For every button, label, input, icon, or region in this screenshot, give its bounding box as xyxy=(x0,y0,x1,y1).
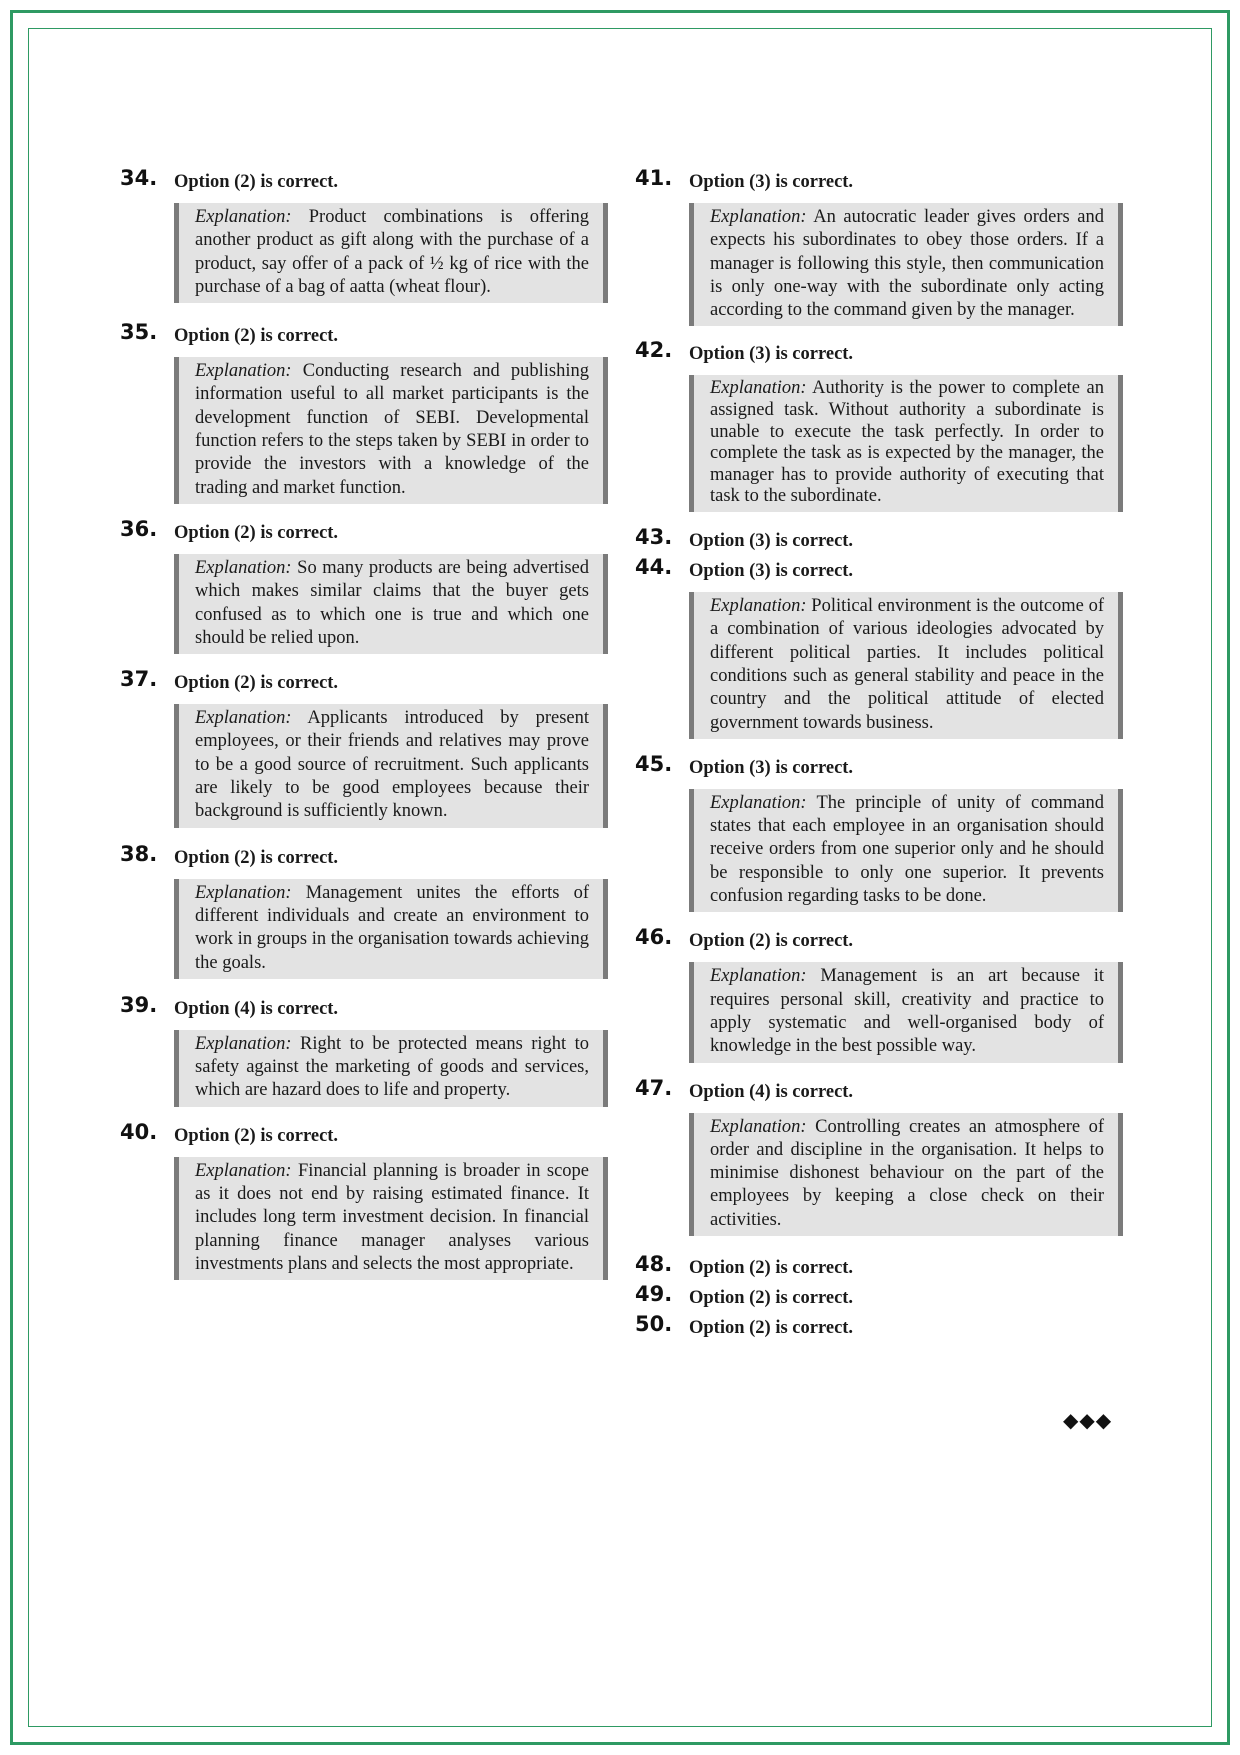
explanation-text: So many products are being advertised which makes similar claims that the buyer gets confused as to which one is true and which one should be relied upon. xyxy=(195,557,590,648)
question-48 xyxy=(635,1251,1123,1280)
explanation-box xyxy=(174,203,608,303)
explanation-box xyxy=(689,962,1123,1062)
explanation-box xyxy=(689,375,1123,512)
explanation-label: Explanation: xyxy=(195,1033,292,1054)
question-number: 36. xyxy=(120,516,158,541)
explanation-box xyxy=(689,203,1123,326)
question-44 xyxy=(635,555,1123,739)
explanation-box xyxy=(689,1113,1123,1236)
explanation-text: Controlling creates an atmosphere of order and discipline in the organisation. It helps to minimise dishonest behaviour on the part of the employees by keeping a close check on their activities. xyxy=(710,1116,1104,1230)
explanation-text: The principle of unity of command states that each employee in an organisation should receive orders from one superior only and he should be responsible to only one superior. It prevents confusion regarding tasks to be done. xyxy=(710,792,1104,907)
explanation-text: Right to be protected means right to safety against the marketing of goods and services, which are hazard does to life and property. xyxy=(195,1033,590,1101)
answer-text: Option (2) is correct. xyxy=(689,931,854,952)
question-number: 42. xyxy=(635,338,673,363)
question-number: 43. xyxy=(635,525,673,550)
question-number: 50. xyxy=(635,1311,673,1336)
answer-text: Option (4) is correct. xyxy=(689,1081,854,1102)
question-number: 44. xyxy=(635,555,673,580)
answer-text: Option (4) is correct. xyxy=(174,998,339,1019)
question-number: 41. xyxy=(635,166,673,190)
question-number: 34. xyxy=(120,166,158,190)
question-49 xyxy=(635,1281,1123,1310)
explanation-label: Explanation: xyxy=(710,596,807,617)
explanation-label: Explanation: xyxy=(195,207,292,227)
question-47 xyxy=(635,1075,1123,1236)
explanation-label: Explanation: xyxy=(195,361,292,382)
explanation-box xyxy=(689,592,1123,739)
answer-text: Option (2) is correct. xyxy=(689,1287,854,1308)
answer-text: Option (2) is correct. xyxy=(689,1317,854,1338)
end-diamonds-icon: ◆◆◆ xyxy=(1063,1408,1113,1432)
explanation-label: Explanation: xyxy=(710,207,807,227)
explanation-box xyxy=(174,1030,608,1107)
question-50 xyxy=(635,1311,1123,1340)
explanation-label: Explanation: xyxy=(710,1116,807,1137)
question-number: 35. xyxy=(120,320,158,345)
explanation-label: Explanation: xyxy=(195,708,292,729)
question-number: 48. xyxy=(635,1251,673,1276)
explanation-text: Management is an art because it requires personal skill, creativity and practice to apply systematic and well-organised body of knowledge in the best possible way. xyxy=(710,966,1104,1057)
answer-text: Option (3) is correct. xyxy=(689,531,854,552)
question-43 xyxy=(635,525,1123,553)
question-number: 45. xyxy=(635,751,673,776)
explanation-box xyxy=(689,789,1123,912)
question-45 xyxy=(635,751,1123,912)
question-35 xyxy=(120,320,608,504)
explanation-text: Product combinations is offering another product as gift along with the purchase of a product, say offer of a pack of ½ kg of rice with the purchase of a bag of aatta (wheat flour). xyxy=(195,207,590,297)
explanation-label: Explanation: xyxy=(710,966,807,987)
explanation-box xyxy=(174,879,608,979)
explanation-text: Conducting research and publishing information useful to all market participants is the development function of SEBI. Developmental function refers to the steps taken by SEBI in order to provide the investors with a knowledge of the trading and market function. xyxy=(195,361,589,498)
explanation-box xyxy=(174,554,608,654)
question-number: 49. xyxy=(635,1281,673,1306)
explanation-box xyxy=(174,1157,608,1280)
explanation-label: Explanation: xyxy=(710,792,807,813)
answer-text: Option (3) is correct. xyxy=(689,344,854,365)
question-number: 46. xyxy=(635,925,673,950)
explanation-text: Political environment is the outcome of a combination of various ideologies advocated by different political parties. It includes political conditions such as general stability and peace in the country and the political attitude of elected government towards business. xyxy=(710,596,1105,733)
question-number: 40. xyxy=(120,1119,158,1144)
explanation-box xyxy=(174,357,608,504)
answer-text: Option (2) is correct. xyxy=(174,522,339,543)
question-36 xyxy=(120,516,608,654)
question-38 xyxy=(120,841,608,979)
answer-text: Option (2) is correct. xyxy=(174,1125,339,1146)
question-34 xyxy=(120,166,608,303)
question-40 xyxy=(120,1119,608,1280)
right-column xyxy=(635,166,1123,1340)
question-39 xyxy=(120,992,608,1107)
explanation-text: Management unites the efforts of different individuals and create an environment to work in groups in the organisation towards achieving the goals. xyxy=(195,882,589,973)
question-46 xyxy=(635,925,1123,1062)
left-column xyxy=(120,166,608,1280)
explanation-label: Explanation: xyxy=(195,557,292,578)
answer-text: Option (3) is correct. xyxy=(689,757,854,778)
explanation-text: Authority is the power to complete an assigned task. Without authority a subordinate is unable to execute the task perfectly. In order to complete the task as is expected by the manager, the manager has to provide authority of executing that task to the subordinate. xyxy=(710,378,1104,507)
explanation-label: Explanation: xyxy=(195,1160,292,1181)
question-number: 47. xyxy=(635,1075,673,1100)
question-number: 37. xyxy=(120,667,158,692)
answer-text: Option (2) is correct. xyxy=(689,1257,854,1278)
answer-text: Option (3) is correct. xyxy=(689,172,854,192)
explanation-text: Applicants introduced by present employees, or their friends and relatives may prove to be a good source of recruitment. Such applicants are likely to be good employees because their background is sufficiently known. xyxy=(195,708,590,822)
answer-text: Option (2) is correct. xyxy=(174,326,339,347)
explanation-label: Explanation: xyxy=(710,378,807,399)
question-41 xyxy=(635,166,1123,326)
explanation-label: Explanation: xyxy=(195,882,292,903)
explanation-text: Financial planning is broader in scope as it does not end by raising estimated finance. It includes long term investment decision. In financial planning finance manager analyses various investments plans and selects the most appropriate. xyxy=(195,1160,590,1274)
question-number: 39. xyxy=(120,992,158,1017)
answer-text: Option (2) is correct. xyxy=(174,172,339,192)
question-number: 38. xyxy=(120,841,158,866)
answer-text: Option (2) is correct. xyxy=(174,847,339,868)
question-37 xyxy=(120,667,608,827)
answer-text: Option (3) is correct. xyxy=(689,561,854,582)
explanation-text: An autocratic leader gives orders and expects his subordinates to obey those orders. If a manager is following this style, then communication is only one-way with the subordinate only acting according to the command given by the manager. xyxy=(710,207,1105,321)
answer-text: Option (2) is correct. xyxy=(174,673,339,694)
explanation-box xyxy=(174,704,608,827)
question-42 xyxy=(635,338,1123,512)
